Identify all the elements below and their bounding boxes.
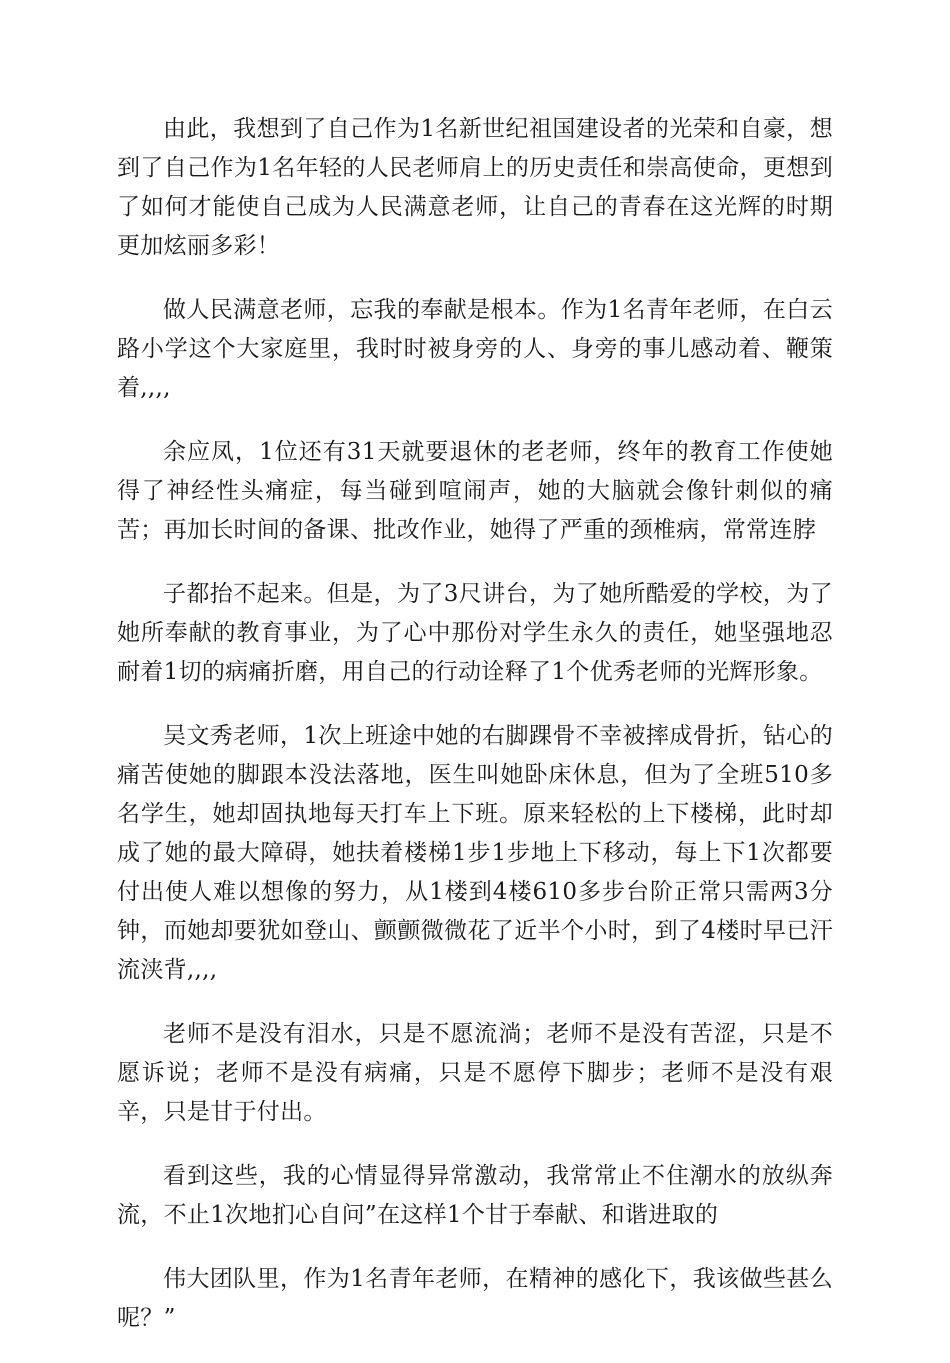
paragraph-6: 老师不是没有泪水，只是不愿流淌；老师不是没有苦涩，只是不愿诉说；老师不是没有病痛，只是不愿停下脚步；老师不是没有艰辛，只是甘于付出。 (117, 1021, 833, 1125)
paragraph-5: 吴文秀老师，1次上班途中她的右脚踝骨不幸被摔成骨折，钻心的痛苦使她的脚跟本没法落地，医生叫她卧床休息，但为了全班510多名学生，她却固执地每天打车上下班。原来轻松的上下楼梯，此时却成了她的最大障碍，她扶着楼梯1步1步地上下移动，每上下1次都要付出使人难以想像的努力，从1楼到4楼610多步台阶正常只需两3分钟，而她却要犹如登山、颤颤微微花了近半个小时，到了4楼时早已汗流浃背,,,, (117, 723, 833, 983)
paragraph-8: 伟大团队里，作为1名青年老师，在精神的感化下，我该做些甚么呢？” (117, 1266, 833, 1331)
paragraph-7: 看到这些，我的心情显得异常激动，我常常止不住潮水的放纵奔流，不止1次地扪心自问”在这样1个甘于奉献、和谐进取的 (117, 1163, 833, 1228)
document-body (117, 110, 833, 1363)
paragraph-3: 余应凤，1位还有31天就要退休的老老师，终年的教育工作使她得了神经性头痛症，每当碰到喧闹声，她的大脑就会像针刺似的痛苦；再加长时间的备课、批改作业，她得了严重的颈椎病，常常连脖 (117, 439, 833, 543)
paragraph-2: 做人民满意老师，忘我的奉献是根本。作为1名青年老师，在白云路小学这个大家庭里，我时时被身旁的人、身旁的事儿感动着、鞭策着,,,, (117, 297, 833, 401)
paragraph-1: 由此，我想到了自己作为1名新世纪祖国建设者的光荣和自豪，想到了自己作为1名年轻的人民老师肩上的历史责任和崇高使命，更想到了如何才能使自己成为人民满意老师，让自己的青春在这光辉的时期更加炫丽多彩！ (117, 116, 833, 259)
paragraph-4: 子都抬不起来。但是，为了3尺讲台，为了她所酷爱的学校，为了她所奉献的教育事业，为了心中那份对学生永久的责任，她坚强地忍耐着1切的病痛折磨，用自己的行动诠释了1个优秀老师的光辉形象。 (117, 581, 833, 685)
